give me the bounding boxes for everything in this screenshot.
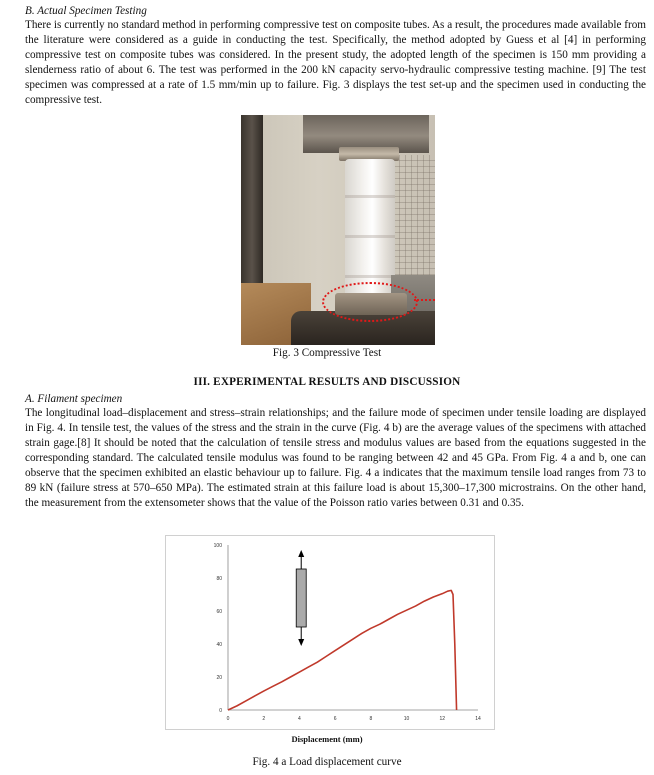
specimen-schematic	[296, 569, 306, 627]
chart-svg	[165, 535, 495, 730]
y-tick-label: 0	[219, 708, 222, 714]
failure-zone-pointer	[414, 299, 435, 301]
section-b-paragraph: There is currently no standard method in performing compressive test on composite tubes. As a result, the procedures made available from the literature were considered as a guide in conducting the test. Specifically, the method adopted by Guess et al [4] in performing compressive test on composite tubes was considered. In the present study, the adopted length of the specimen is 150 mm providing a slenderness ratio of about 6. The test was performed in the 200 kN capacity servo-hydraulic compressive testing machine. [9] The test specimen was compressed at a rate of 1.5 mm/min up to failure. Fig. 3 displays the test set-up and the specimen used in conducting the compressive test.	[25, 19, 646, 106]
x-tick-label: 2	[262, 716, 266, 722]
tube-band	[345, 235, 395, 238]
tube-band	[345, 195, 395, 198]
x-tick-label: 14	[475, 716, 481, 722]
load-displacement-chart	[165, 535, 495, 750]
y-tick-label: 20	[216, 675, 222, 681]
x-tick-label: 10	[403, 716, 410, 722]
x-tick-label: 4	[298, 716, 301, 722]
y-tick-label: 100	[213, 543, 222, 549]
y-tick-label: 60	[216, 609, 222, 615]
x-tick-label: 12	[439, 716, 446, 722]
y-tick-label: 80	[216, 576, 222, 582]
figure-3-caption: Fig. 3 Compressive Test	[272, 347, 382, 359]
section-a-heading: A. Filament specimen	[25, 393, 123, 405]
x-tick-label: 6	[333, 716, 337, 722]
compressive-test-photo	[241, 115, 435, 345]
figure-4-caption: Fig. 4 a Load displacement curve	[252, 756, 402, 768]
y-tick-label: 40	[216, 642, 222, 648]
specimen-tube	[345, 159, 395, 299]
x-tick-label: 0	[226, 716, 230, 722]
chart-frame	[166, 536, 495, 730]
section-iii-heading: III. EXPERIMENTAL RESULTS AND DISCUSSION	[193, 376, 461, 388]
x-tick-label: 8	[369, 716, 373, 722]
section-b-heading: B. Actual Specimen Testing	[25, 5, 147, 17]
section-a-paragraph: The longitudinal load–displacement and stress–strain relationships; and the failure mode of specimen under tensile loading are displayed in Fig. 4. In tensile test, the values of the stress and the strain in the curve (Fig. 4 b) are the average values of the specimens with attached strain gage.[8] It should be noted that the calculation of tensile stress and modulus values are based from the equations suggested in the corresponding standard. The calculated tensile modulus was found to be ranging between 42 and 45 GPa. From Fig. 4 a and b, one can observe that the specimen exhibited an elastic behaviour up to failure. Fig. 4 a indicates that the maximum tensile load ranges from 73 to 89 kN (failure stress at 570–650 MPa). The estimated strain at this failure load is about 15,300–17,300 microstrains. On the other hand, the measurement from the extensometer shows that the value of the Poisson ratio varies between 0.31 and 0.35.	[25, 407, 646, 509]
x-axis-label: Displacement (mm)	[291, 734, 363, 744]
tube-band	[345, 275, 395, 278]
failure-zone-marker	[322, 282, 418, 322]
